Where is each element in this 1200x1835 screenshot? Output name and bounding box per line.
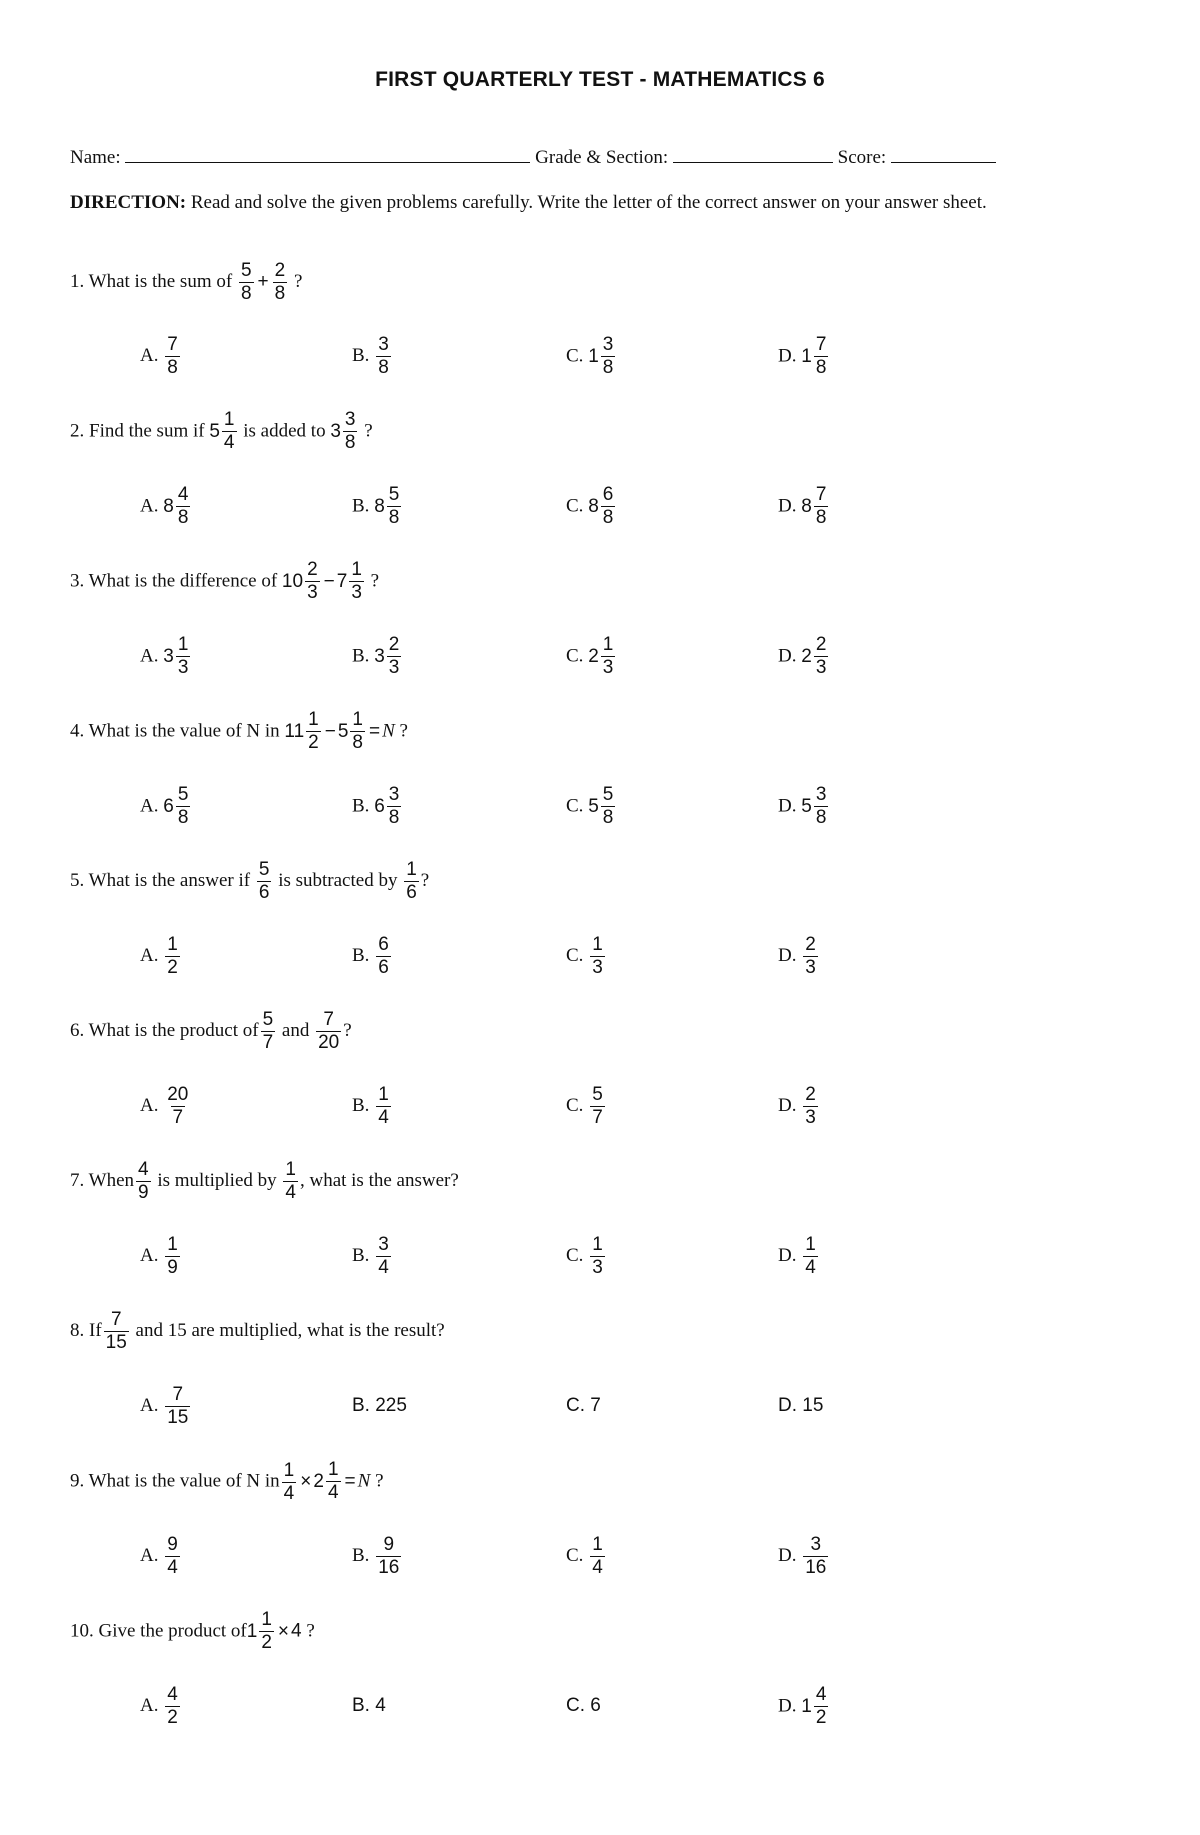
- q2-option-c[interactable]: C. 8 $\frac{6}{8}$: [566, 484, 614, 528]
- question-10: 10. Give the product of 1 $\frac{1}{2}$ × 4 ?: [70, 1609, 315, 1653]
- grade-section-label: Grade & Section:: [535, 147, 669, 168]
- q3-option-a[interactable]: A. 3 $\frac{1}{3}$: [140, 634, 189, 678]
- q1-option-a[interactable]: A. $\frac{7}{8}$: [140, 334, 178, 378]
- question-6: 6. What is the product of $\frac{5}{7}$ and $\frac{7}{20}$ ?: [70, 1009, 352, 1053]
- name-label: Name:: [70, 147, 121, 168]
- q2-option-b[interactable]: B. 8 $\frac{5}{8}$: [352, 484, 400, 528]
- q8-option-d[interactable]: D. 15: [778, 1395, 824, 1416]
- q5-option-c[interactable]: C. $\frac{1}{3}$: [566, 934, 603, 978]
- fraction: $\frac{5}{8}$: [240, 260, 252, 304]
- q6-option-d[interactable]: D. $\frac{2}{3}$: [778, 1084, 816, 1128]
- q1-option-c[interactable]: C. 1 $\frac{3}{8}$: [566, 334, 614, 378]
- q9-option-a[interactable]: A. $\frac{9}{4}$: [140, 1534, 178, 1578]
- q7-option-c[interactable]: C. $\frac{1}{3}$: [566, 1234, 603, 1278]
- q6-option-a[interactable]: A. $\frac{20}{7}$: [140, 1084, 189, 1128]
- grade-section-field[interactable]: [673, 144, 833, 163]
- question-4: 4. What is the value of N in 11 $\frac{1}{2}$ − 5 $\frac{1}{8}$ = N ?: [70, 709, 408, 753]
- q2-option-d[interactable]: D. 8 $\frac{7}{8}$: [778, 484, 827, 528]
- direction-body: Read and solve the given problems carefully. Write the letter of the correct answer on your answer sheet.: [190, 192, 987, 213]
- q3-option-d[interactable]: D. 2 $\frac{2}{3}$: [778, 634, 827, 678]
- question-8: 8. If $\frac{7}{15}$ and 15 are multiplied, what is the result?: [70, 1309, 445, 1353]
- q5-option-a[interactable]: A. $\frac{1}{2}$: [140, 934, 178, 978]
- name-field[interactable]: [125, 144, 530, 163]
- q9-option-b[interactable]: B. $\frac{9}{16}$: [352, 1534, 400, 1578]
- q4-option-a[interactable]: A. 6 $\frac{5}{8}$: [140, 784, 189, 828]
- q10-option-c[interactable]: C. 6: [566, 1695, 601, 1716]
- q3-option-c[interactable]: C. 2 $\frac{1}{3}$: [566, 634, 614, 678]
- fraction: $\frac{2}{8}$: [274, 260, 286, 304]
- q8-option-b[interactable]: B. 225: [352, 1395, 407, 1416]
- page-title: FIRST QUARTERLY TEST - MATHEMATICS 6: [375, 68, 825, 91]
- q8-option-c[interactable]: C. 7: [566, 1395, 601, 1416]
- q9-option-d[interactable]: D. $\frac{3}{16}$: [778, 1534, 827, 1578]
- direction-text: [70, 189, 1120, 217]
- student-info-row: [70, 144, 996, 169]
- question-5: 5. What is the answer if $\frac{5}{6}$ is subtracted by $\frac{1}{6}$ ?: [70, 859, 430, 903]
- question-9: 9. What is the value of N in $\frac{1}{4}$ × 2 $\frac{1}{4}$ = N ?: [70, 1459, 384, 1504]
- q6-option-b[interactable]: B. $\frac{1}{4}$: [352, 1084, 389, 1128]
- question-1: 1. What is the sum of $\frac{5}{8}$ + $\frac{2}{8}$ ?: [70, 260, 303, 304]
- score-field[interactable]: [891, 144, 996, 163]
- q1-option-d[interactable]: D. 1 $\frac{7}{8}$: [778, 334, 827, 378]
- question-2: 2. Find the sum if 5 $\frac{1}{4}$ is added to 3 $\frac{3}{8}$ ?: [70, 409, 373, 453]
- direction-label: DIRECTION:: [70, 192, 187, 213]
- q6-option-c[interactable]: C. $\frac{5}{7}$: [566, 1084, 603, 1128]
- q5-option-d[interactable]: D. $\frac{2}{3}$: [778, 934, 816, 978]
- q10-option-a[interactable]: A. $\frac{4}{2}$: [140, 1684, 178, 1728]
- q10-option-b[interactable]: B. 4: [352, 1695, 386, 1716]
- question-7: 7. When $\frac{4}{9}$ is multiplied by $\frac{1}{4}$ , what is the answer?: [70, 1159, 459, 1203]
- q3-option-b[interactable]: B. 3 $\frac{2}{3}$: [352, 634, 400, 678]
- q8-option-a[interactable]: A. $\frac{7}{15}$: [140, 1384, 189, 1428]
- q7-option-b[interactable]: B. $\frac{3}{4}$: [352, 1234, 389, 1278]
- q1-option-b[interactable]: B. $\frac{3}{8}$: [352, 334, 389, 378]
- q4-option-b[interactable]: B. 6 $\frac{3}{8}$: [352, 784, 400, 828]
- q2-option-a[interactable]: A. 8 $\frac{4}{8}$: [140, 484, 189, 528]
- q10-option-d[interactable]: D. 1 $\frac{4}{2}$: [778, 1684, 827, 1728]
- q4-option-d[interactable]: D. 5 $\frac{3}{8}$: [778, 784, 827, 828]
- q7-option-a[interactable]: A. $\frac{1}{9}$: [140, 1234, 178, 1278]
- q7-option-d[interactable]: D. $\frac{1}{4}$: [778, 1234, 816, 1278]
- question-3: 3. What is the difference of 10 $\frac{2}{3}$ − 7 $\frac{1}{3}$ ?: [70, 559, 380, 603]
- score-label: Score:: [837, 147, 887, 168]
- q5-option-b[interactable]: B. $\frac{6}{6}$: [352, 934, 389, 978]
- q9-option-c[interactable]: C. $\frac{1}{4}$: [566, 1534, 603, 1578]
- q4-option-c[interactable]: C. 5 $\frac{5}{8}$: [566, 784, 614, 828]
